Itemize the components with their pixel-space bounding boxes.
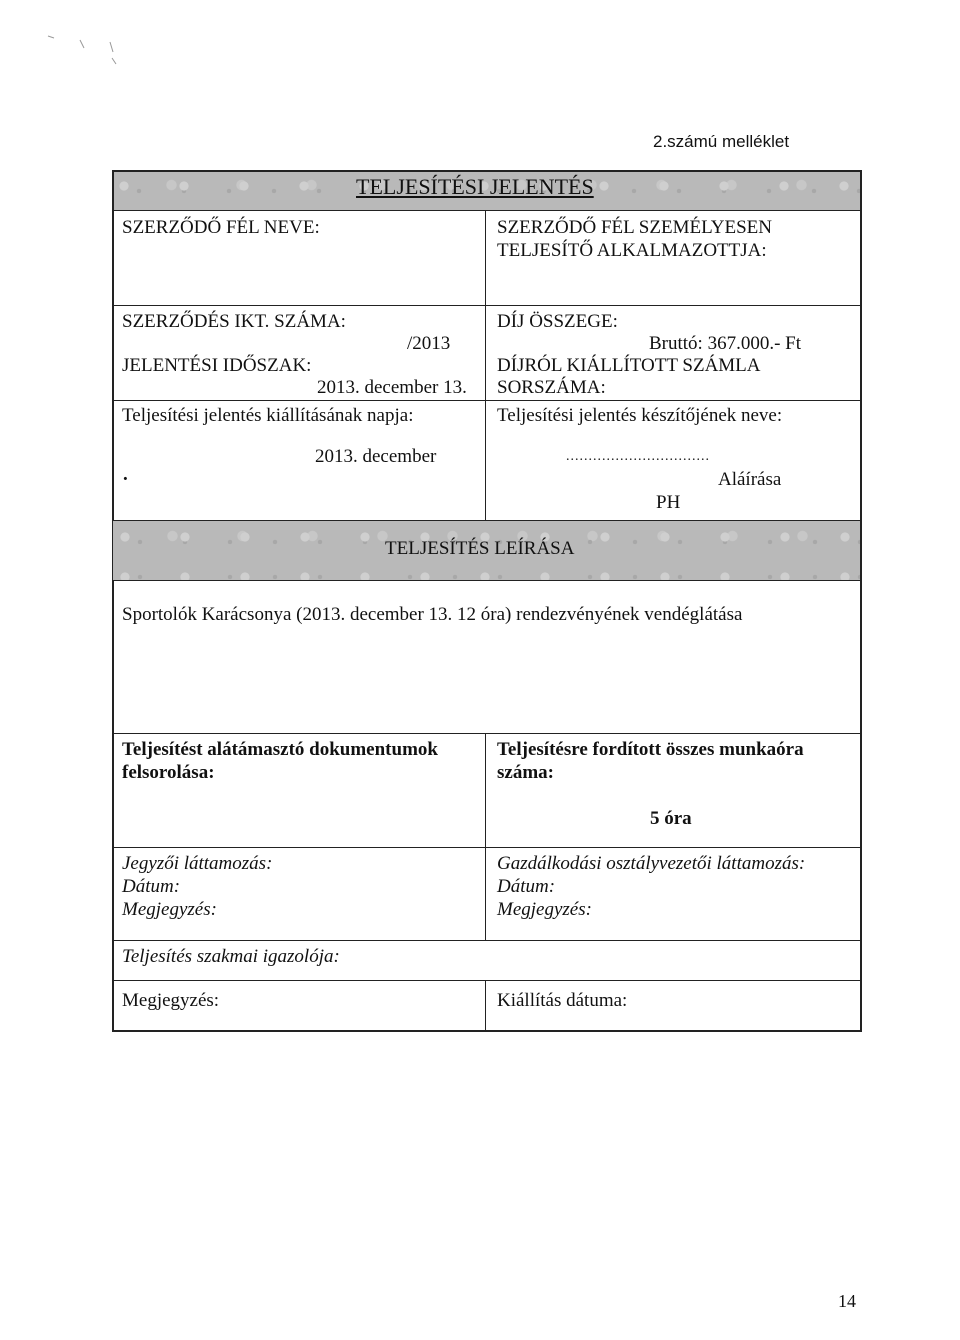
frame-left — [112, 170, 114, 1032]
remark-plain-label: Megjegyzés: — [122, 990, 220, 1011]
issue-date-value: 2013. december — [315, 446, 437, 467]
document-title: TELJESÍTÉSI JELENTÉS — [356, 174, 594, 199]
rule-below-title — [112, 210, 862, 211]
econ-label: Gazdálkodási osztályvezetői láttamozás: — [497, 853, 806, 874]
ph-label: PH — [656, 492, 681, 513]
fee-label: DÍJ ÖSSZEGE: — [497, 311, 618, 332]
signature-label: Aláírása — [718, 469, 782, 490]
notary-date-label: Dátum: — [122, 876, 181, 897]
period-label: JELENTÉSI IDŐSZAK: — [122, 355, 312, 376]
scan-artifacts — [20, 28, 130, 68]
description-text: Sportolók Karácsonya (2013. december 13. 12 óra) rendezvényének vendéglátása — [122, 604, 743, 625]
party-name-label: SZERZŐDŐ FÉL NEVE: — [122, 217, 320, 238]
column-divider — [485, 210, 486, 520]
invoice-label-2: SORSZÁMA: — [497, 377, 606, 398]
notary-remark-label: Megjegyzés: — [122, 899, 217, 920]
fee-value: Bruttó: 367.000.- Ft — [649, 333, 802, 354]
invoice-label-1: DÍJRÓL KIÁLLÍTOTT SZÁMLA — [497, 355, 761, 376]
docs-label-2: felsorolása: — [122, 762, 215, 783]
verifier-label: Teljesítés szakmai igazolója: — [122, 946, 340, 967]
rule-row3 — [112, 400, 862, 401]
period-value: 2013. december 13. — [317, 377, 467, 398]
contract-number-value: /2013 — [407, 333, 451, 354]
rule-docs-top — [112, 733, 862, 734]
description-title: TELJESÍTÉS LEÍRÁSA — [385, 538, 575, 559]
rule-remark-top — [112, 980, 862, 981]
annex-label: 2.számú melléklet — [653, 132, 790, 151]
econ-remark-label: Megjegyzés: — [497, 899, 592, 920]
column-divider-bottom — [485, 980, 486, 1030]
econ-date-label: Dátum: — [497, 876, 556, 897]
signature-dots: ................................ — [566, 449, 710, 464]
hours-label-1: Teljesítésre fordított összes munkaóra — [497, 739, 804, 760]
hours-value: 5 óra — [650, 808, 692, 829]
rule-desc-bottom — [112, 580, 862, 581]
issue-plain-label: Kiállítás dátuma: — [497, 990, 628, 1011]
contract-number-label: SZERZŐDÉS IKT. SZÁMA: — [122, 311, 346, 332]
frame-bottom — [112, 1030, 862, 1032]
hours-label-2: száma: — [497, 762, 554, 783]
notary-label: Jegyzői láttamozás: — [122, 853, 273, 874]
frame-top — [112, 170, 862, 172]
preparer-label: Teljesítési jelentés készítőjének neve: — [497, 405, 783, 426]
page-number: 14 — [838, 1291, 856, 1311]
frame-right — [860, 170, 862, 1030]
rule-row2 — [112, 305, 862, 306]
personal-employee-label-1: SZERZŐDŐ FÉL SZEMÉLYESEN — [497, 217, 772, 238]
issue-date-label: Teljesítési jelentés kiállításának napja: — [122, 405, 414, 426]
docs-label-1: Teljesítést alátámasztó dokumentumok — [122, 739, 438, 760]
bullet-mark: . — [123, 464, 128, 485]
personal-employee-label-2: TELJESÍTŐ ALKALMAZOTTJA: — [497, 240, 767, 261]
column-divider-lower — [485, 733, 486, 940]
rule-verifier-top — [112, 940, 862, 941]
rule-approvals-top — [112, 847, 862, 848]
